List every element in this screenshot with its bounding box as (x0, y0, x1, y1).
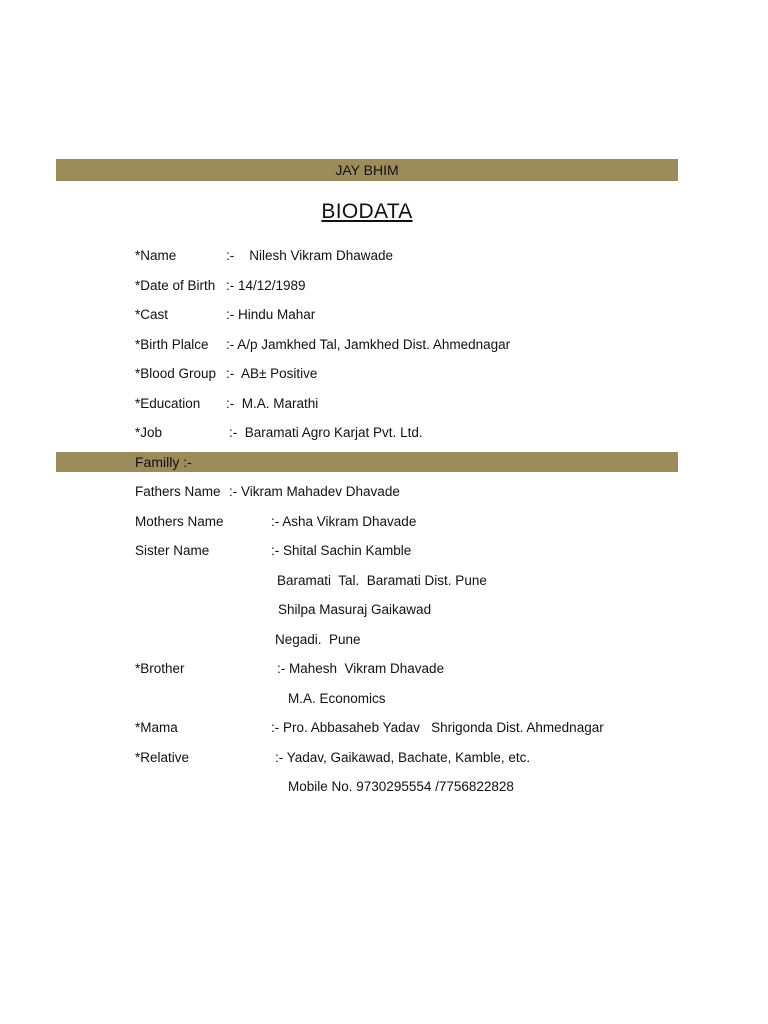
mother-value: :- Asha Vikram Dhavade (271, 514, 417, 529)
slogan-text: JAY BHIM (335, 162, 399, 178)
blood-group-label: *Blood Group (135, 366, 217, 381)
father-label: Fathers Name (135, 484, 221, 499)
family-banner (56, 452, 678, 472)
cast-value: :- Hindu Mahar (226, 307, 316, 322)
job-value: :- Baramati Agro Karjat Pvt. Ltd. (229, 425, 423, 440)
mobile-number: Mobile No. 9730295554 /7756822828 (288, 779, 514, 794)
sister-address-2: Negadi. Pune (275, 632, 361, 647)
brother-value: :- Mahesh Vikram Dhavade (277, 661, 445, 676)
father-value: :- Vikram Mahadev Dhavade (229, 484, 400, 499)
family-heading: Familly :- (135, 454, 192, 470)
name-label: *Name (135, 248, 177, 263)
brother-education: M.A. Economics (288, 691, 386, 706)
sister-value: :- Shital Sachin Kamble (271, 543, 412, 558)
name-value: :- Nilesh Vikram Dhawade (226, 248, 394, 263)
sister-label: Sister Name (135, 543, 210, 558)
relative-label: *Relative (135, 750, 190, 765)
mama-label: *Mama (135, 720, 178, 735)
page-title: BIODATA (321, 200, 413, 223)
mother-label: Mothers Name (135, 514, 224, 529)
sister-name-2: Shilpa Masuraj Gaikawad (278, 602, 432, 617)
job-label: *Job (135, 425, 163, 440)
education-value: :- M.A. Marathi (226, 396, 319, 411)
sister-address-1: Baramati Tal. Baramati Dist. Pune (277, 573, 487, 588)
birth-place-value: :- A/p Jamkhed Tal, Jamkhed Dist. Ahmednagar (226, 337, 511, 352)
brother-label: *Brother (135, 661, 185, 676)
relative-value: :- Yadav, Gaikawad, Bachate, Kamble, etc. (275, 750, 531, 765)
mama-value: :- Pro. Abbasaheb Yadav Shrigonda Dist. Ahmednagar (271, 720, 604, 735)
birth-place-label: *Birth Plalce (135, 337, 209, 352)
dob-value: :- 14/12/1989 (226, 278, 306, 293)
dob-label: *Date of Birth (135, 278, 216, 293)
header-banner (56, 159, 678, 181)
cast-label: *Cast (135, 307, 169, 322)
education-label: *Education (135, 396, 201, 411)
blood-group-value: :- AB± Positive (226, 366, 318, 381)
